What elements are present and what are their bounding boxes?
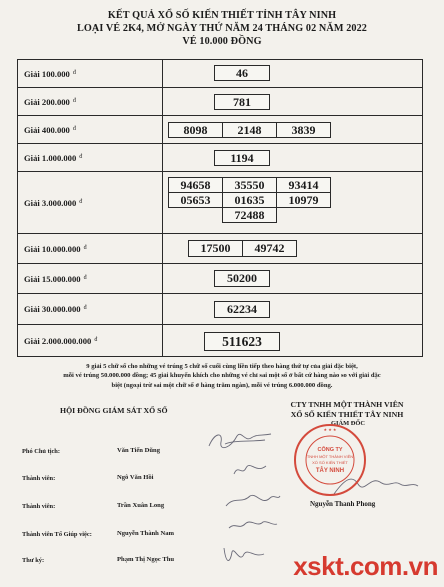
- signature-vice-chair: [205, 428, 275, 452]
- prize-number: 50200: [214, 270, 270, 287]
- member-role: Thành viên:: [22, 503, 56, 510]
- member-role: Phó Chủ tịch:: [22, 448, 60, 455]
- prize-number: 49742: [242, 240, 297, 257]
- company-line: XỔ SỐ KIẾN THIẾT TÂY NINH: [290, 410, 404, 419]
- prize-note: [20, 362, 424, 390]
- result-header: [0, 9, 444, 48]
- prize-number: 2148: [222, 122, 277, 138]
- prize-number: 35550: [222, 177, 277, 193]
- signature-member-3: [225, 518, 280, 534]
- note-line: biệt (ngoại trừ sai một chữ số ở hàng trăm ngàn), mỗi vé trúng 6.000.000 đồng.: [111, 381, 333, 389]
- signature-secretary: [218, 544, 268, 568]
- member-name: Ngô Văn Hồi: [117, 474, 154, 481]
- note-line: mỗi vé trúng 50.000.000 đồng; 45 giải khuyến khích cho những vé chỉ sai một số ở bất cứ hàng nào so với giải đặc: [63, 372, 381, 380]
- council-title: HỘI ĐỒNG GIÁM SÁT XỔ SỐ: [60, 406, 168, 415]
- prize-number: 94658: [168, 177, 223, 193]
- company-line: CTY TNHH MỘT THÀNH VIÊN: [290, 400, 404, 409]
- prize-row-1m: [18, 143, 422, 171]
- member-name: Nguyễn Thành Nam: [117, 530, 175, 537]
- results-table: [17, 59, 423, 357]
- signature-member-1: [230, 462, 270, 480]
- member-name: Phạm Thị Ngọc Thu: [117, 556, 175, 563]
- prize-number: 01635: [222, 192, 277, 208]
- svg-text:XỔ SỐ KIẾN THIẾT: XỔ SỐ KIẾN THIẾT: [312, 460, 348, 465]
- company-name: [262, 400, 432, 420]
- member-role: Thành viên Tổ Giúp việc:: [22, 531, 92, 538]
- prize-label: Giải 15.000.000 đ: [18, 264, 163, 293]
- member-name: Văn Tiến Dũng: [117, 447, 161, 454]
- special-prize-number: 511623: [204, 332, 280, 351]
- svg-text:CÔNG TY: CÔNG TY: [317, 447, 343, 453]
- prize-number: 05653: [168, 192, 223, 208]
- director-title: GIÁM ĐỐC: [331, 420, 365, 427]
- prize-number: 93414: [276, 177, 331, 193]
- prize-number: 781: [214, 94, 270, 110]
- prize-number: 8098: [168, 122, 223, 138]
- site-watermark: xskt.com.vn: [293, 551, 438, 581]
- prize-row-15m: [18, 263, 422, 293]
- prize-number: 1194: [214, 150, 270, 166]
- prize-row-3m: [18, 171, 422, 233]
- header-draw-info: LOẠI VÉ 2K4, MỞ NGÀY THỨ NĂM 24 THÁNG 02 NĂM 2022: [77, 23, 367, 34]
- prize-label: Giải 30.000.000 đ: [18, 294, 163, 324]
- prize-row-200k: [18, 87, 422, 115]
- svg-text:TNHH MỘT THÀNH VIÊN: TNHH MỘT THÀNH VIÊN: [306, 454, 354, 459]
- prize-number: 62234: [214, 301, 270, 318]
- prize-row-30m: [18, 293, 422, 324]
- prize-label: Giải 400.000 đ: [18, 116, 163, 143]
- member-name: Trần Xuân Long: [117, 502, 165, 509]
- note-line: 9 giải 5 chữ số cho những vé trúng 5 chữ số cuối cùng liền tiếp theo hàng thứ tự của giải đặc biệt,: [86, 363, 358, 370]
- prize-number: 3839: [276, 122, 331, 138]
- prize-row-100k: [18, 60, 422, 87]
- prize-row-special: [18, 324, 422, 356]
- prize-label: Giải 100.000 đ: [18, 60, 163, 87]
- prize-number: 46: [214, 65, 270, 81]
- prize-number: 72488: [222, 207, 277, 223]
- signature-member-2: [222, 490, 282, 512]
- member-role: Thành viên:: [22, 475, 56, 482]
- header-ticket-price: VÉ 10.000 ĐỒNG: [182, 36, 262, 47]
- prize-label: Giải 200.000 đ: [18, 88, 163, 115]
- svg-text:★ ★ ★: ★ ★ ★: [323, 427, 337, 432]
- prize-row-10m: [18, 233, 422, 263]
- prize-label: Giải 1.000.000 đ: [18, 144, 163, 171]
- director-name: Nguyễn Thanh Phong: [310, 500, 376, 508]
- prize-label: Giải 2.000.000.000 đ: [18, 325, 163, 356]
- prize-label: Giải 3.000.000 đ: [18, 172, 163, 233]
- prize-label: Giải 10.000.000 đ: [18, 234, 163, 263]
- prize-number: 17500: [188, 240, 243, 257]
- prize-number: 10979: [276, 192, 331, 208]
- prize-row-400k: [18, 115, 422, 143]
- company-seal: [292, 422, 368, 498]
- svg-text:TÂY NINH: TÂY NINH: [315, 468, 345, 474]
- header-title: KẾT QUẢ XỔ SỐ KIẾN THIẾT TỈNH TÂY NINH: [107, 10, 337, 21]
- member-role: Thư ký:: [22, 557, 45, 564]
